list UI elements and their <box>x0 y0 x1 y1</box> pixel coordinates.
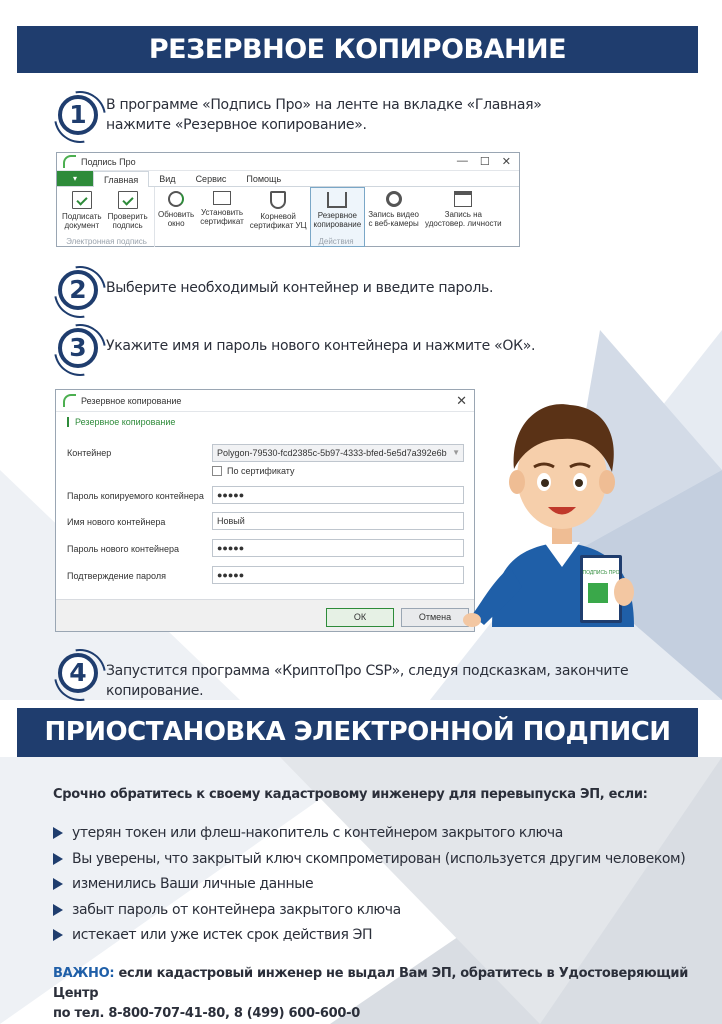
root-cert-icon <box>270 191 286 209</box>
check-sign-icon <box>118 191 138 209</box>
section-title-backup: РЕЗЕРВНОЕ КОПИРОВАНИЕ <box>17 26 698 73</box>
section-title-suspension: ПРИОСТАНОВКА ЭЛЕКТРОННОЙ ПОДПИСИ <box>17 708 698 757</box>
ok-button[interactable]: ОК <box>326 608 394 627</box>
list-item: истекает или уже истек срок действия ЭП <box>53 925 685 951</box>
record-video-button[interactable]: Запись видео с веб-камеры <box>365 187 422 247</box>
ribbon <box>57 187 519 247</box>
dialog-title: Резервное копирование <box>81 395 182 406</box>
ribbon-group-label-actions: Действия <box>318 237 354 246</box>
confirm-password-input[interactable]: ●●●●● <box>212 566 464 584</box>
tab-view[interactable]: Вид <box>159 174 176 184</box>
webcam-icon <box>386 191 402 207</box>
chevron-down-icon: ▼ <box>452 448 460 457</box>
container-select[interactable] <box>212 444 464 462</box>
important-note <box>53 964 693 1024</box>
app-logo-icon <box>63 155 76 168</box>
id-appointment-button[interactable]: Запись на удостовер. личности <box>422 187 505 247</box>
app-window <box>56 152 520 247</box>
refresh-window-button[interactable]: Обновить окно <box>155 187 197 247</box>
step-4-text: Запустится программа «КриптоПро CSP», следуя подсказкам, закончите копирование. <box>106 663 629 699</box>
step-number-1: 1 <box>58 95 98 135</box>
copy-password-input[interactable]: ●●●●● <box>212 486 464 504</box>
step-3-text: Укажите имя и пароль нового контейнера и нажмите «ОК». <box>106 338 536 354</box>
urgent-notice: Срочно обратитесь к своему кадастровому инженеру для перевыпуска ЭП, если: <box>53 787 648 802</box>
by-certificate-label: По сертификату <box>227 466 295 476</box>
sign-document-button[interactable]: Подписать документ <box>59 187 105 247</box>
dialog-footer <box>56 599 474 631</box>
tab-home[interactable]: Главная <box>93 171 149 187</box>
checkbox-box[interactable] <box>212 466 222 476</box>
ribbon-group-esign <box>59 187 155 247</box>
backup-button[interactable]: Резервное копирование <box>310 187 366 247</box>
file-menu-button[interactable]: ▾ <box>57 171 93 186</box>
new-password-label: Пароль нового контейнера <box>67 544 180 554</box>
confirm-password-label: Подтверждение пароля <box>67 571 166 581</box>
dialog-close-icon[interactable]: ✕ <box>456 392 467 408</box>
dialog-logo-icon <box>63 394 76 407</box>
step-1-text <box>106 95 542 135</box>
step-number-4: 4 <box>58 653 98 693</box>
tab-service[interactable]: Сервис <box>195 174 227 184</box>
dialog-title-bar <box>56 390 474 412</box>
important-phones: по тел. 8-800-707-41-80, 8 (499) 600-600-0 <box>53 1006 360 1021</box>
man-illustration <box>462 377 662 642</box>
app-title: Подпись Про <box>81 156 136 167</box>
check-signature-button[interactable]: Проверить подпись <box>105 187 151 247</box>
dialog-subtitle: Резервное копирование <box>67 417 175 427</box>
important-label: ВАЖНО: <box>53 966 115 981</box>
install-certificate-button[interactable]: Установить сертификат <box>197 187 247 247</box>
list-item: забыт пароль от контейнера закрытого ключа <box>53 900 685 926</box>
install-cert-icon <box>213 191 231 205</box>
ribbon-group-actions <box>155 187 517 247</box>
step-1-line-2: нажмите «Резервное копирование». <box>106 117 367 133</box>
container-label: Контейнер <box>67 448 112 458</box>
container-value: Polygon-79530-fcd2385c-5b97-4333-bfed-5e5d7a392e6b <box>217 448 447 458</box>
close-icon[interactable]: ✕ <box>501 156 511 168</box>
backup-icon <box>327 192 347 208</box>
step-2-text: Выберите необходимый контейнер и введите пароль. <box>106 280 494 296</box>
tab-help[interactable]: Помощь <box>246 174 282 184</box>
list-item: Вы уверены, что закрытый ключ скомпрометирован (используется другим человеком) <box>53 849 685 875</box>
step-1-line-1: В программе «Подпись Про» на ленте на вкладке «Главная» <box>106 97 542 113</box>
ribbon-group-label-esign: Электронная подпись <box>66 237 147 246</box>
list-item: утерян токен или флеш-накопитель с контейнером закрытого ключа <box>53 823 685 849</box>
ribbon-tabs <box>57 171 519 187</box>
sign-doc-icon <box>72 191 92 209</box>
root-certificate-button[interactable]: Корневой сертификат УЦ <box>247 187 310 247</box>
calendar-icon <box>454 191 472 207</box>
cancel-button[interactable]: Отмена <box>401 608 469 627</box>
backup-dialog <box>55 389 475 632</box>
by-certificate-checkbox[interactable] <box>212 466 295 476</box>
important-text: если кадастровый инженер не выдал Вам ЭП, обратитесь в Удостоверяющий Центр <box>53 966 689 1001</box>
step-number-3: 3 <box>58 328 98 368</box>
new-name-label: Имя нового контейнера <box>67 517 166 527</box>
list-item: изменились Ваши личные данные <box>53 874 685 900</box>
new-name-input[interactable]: Новый <box>212 512 464 530</box>
refresh-icon <box>168 191 184 207</box>
copy-password-label: Пароль копируемого контейнера <box>67 491 204 501</box>
app-title-bar <box>57 153 519 171</box>
step-number-2: 2 <box>58 270 98 310</box>
reasons-list <box>53 823 685 951</box>
maximize-icon[interactable]: ☐ <box>479 156 490 168</box>
new-password-input[interactable]: ●●●●● <box>212 539 464 557</box>
booklet-title: ПОДПИСЬ ПРО <box>582 570 620 576</box>
minimize-icon[interactable]: — <box>456 155 468 167</box>
